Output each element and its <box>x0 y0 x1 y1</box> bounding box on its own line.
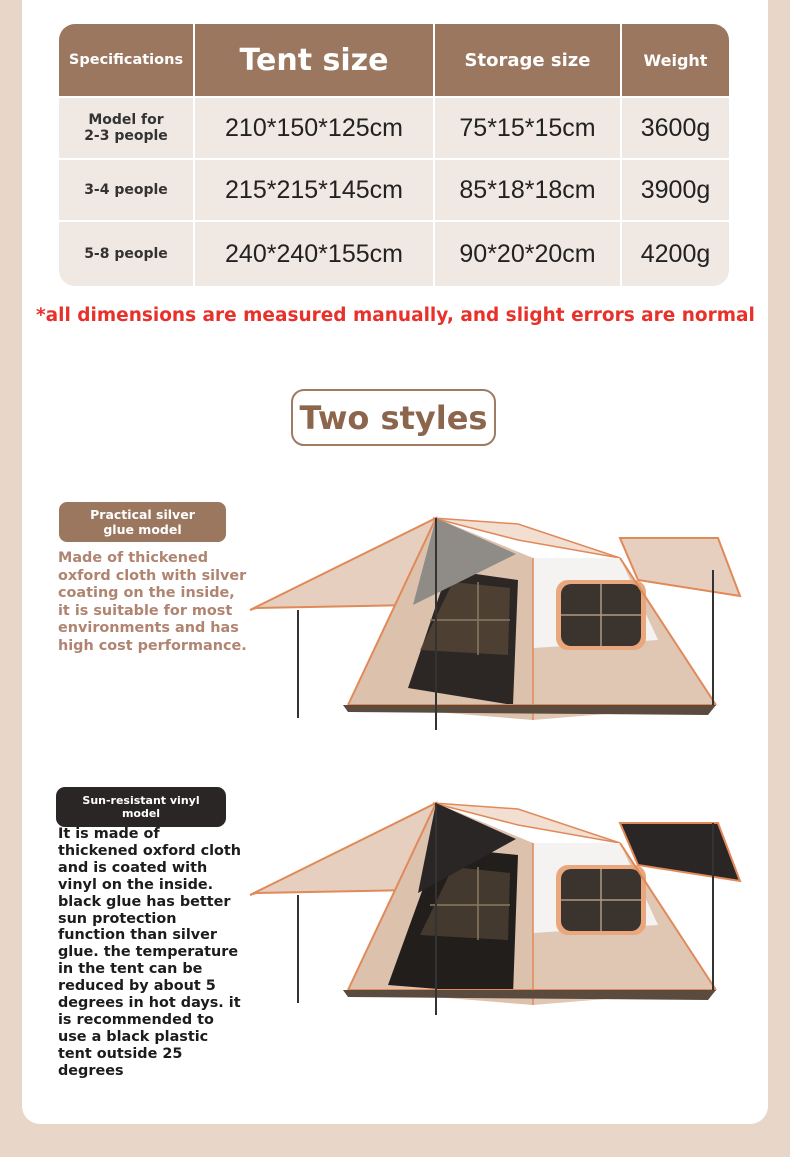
tent-size-value: 215*215*145cm <box>195 160 433 220</box>
storage-size-value: 90*20*20cm <box>435 222 620 286</box>
style-description-silver: Made of thickened oxford cloth with silver coating on the inside, it is suitable for most environments and has high cost performance. <box>58 550 247 654</box>
section-heading: Two styles <box>291 389 496 446</box>
storage-size-value: 85*18*18cm <box>435 160 620 220</box>
badge-line2: glue model <box>103 522 182 537</box>
header-tent-size: Tent size <box>195 24 433 96</box>
spec-table <box>59 24 729 286</box>
row-label-line2: 2-3 people <box>84 128 168 144</box>
header-storage-size: Storage size <box>435 24 620 96</box>
storage-size-value: 75*15*15cm <box>435 98 620 158</box>
style-badge-silver <box>59 502 226 542</box>
tent-silver-image <box>248 510 748 740</box>
badge-line2: model <box>121 807 161 820</box>
measurement-note: *all dimensions are measured manually, and slight errors are normal <box>36 305 755 326</box>
header-weight: Weight <box>622 24 729 96</box>
tent-size-value: 210*150*125cm <box>195 98 433 158</box>
weight-value: 3600g <box>622 98 729 158</box>
badge-line1: Sun-resistant vinyl <box>82 794 200 807</box>
row-label-line1: 5-8 people <box>84 246 168 262</box>
style-badge-vinyl <box>56 787 226 827</box>
row-label <box>59 222 193 286</box>
tent-size-value: 240*240*155cm <box>195 222 433 286</box>
weight-value: 4200g <box>622 222 729 286</box>
header-specifications: Specifications <box>59 24 193 96</box>
tent-vinyl-image <box>248 795 748 1025</box>
row-label-line1: 3-4 people <box>84 182 168 198</box>
row-label <box>59 160 193 220</box>
style-description-vinyl: It is made of thickened oxford cloth and is coated with vinyl on the inside. black glue has better sun protection function than silver glue. the temperature in the tent can be reduced by about 5 degrees in hot days. it is recommended to use a black plastic tent outside 25 degrees <box>58 826 242 1079</box>
weight-value: 3900g <box>622 160 729 220</box>
row-label-line1: Model for <box>88 112 164 128</box>
badge-line1: Practical silver <box>90 507 195 522</box>
row-label <box>59 98 193 158</box>
